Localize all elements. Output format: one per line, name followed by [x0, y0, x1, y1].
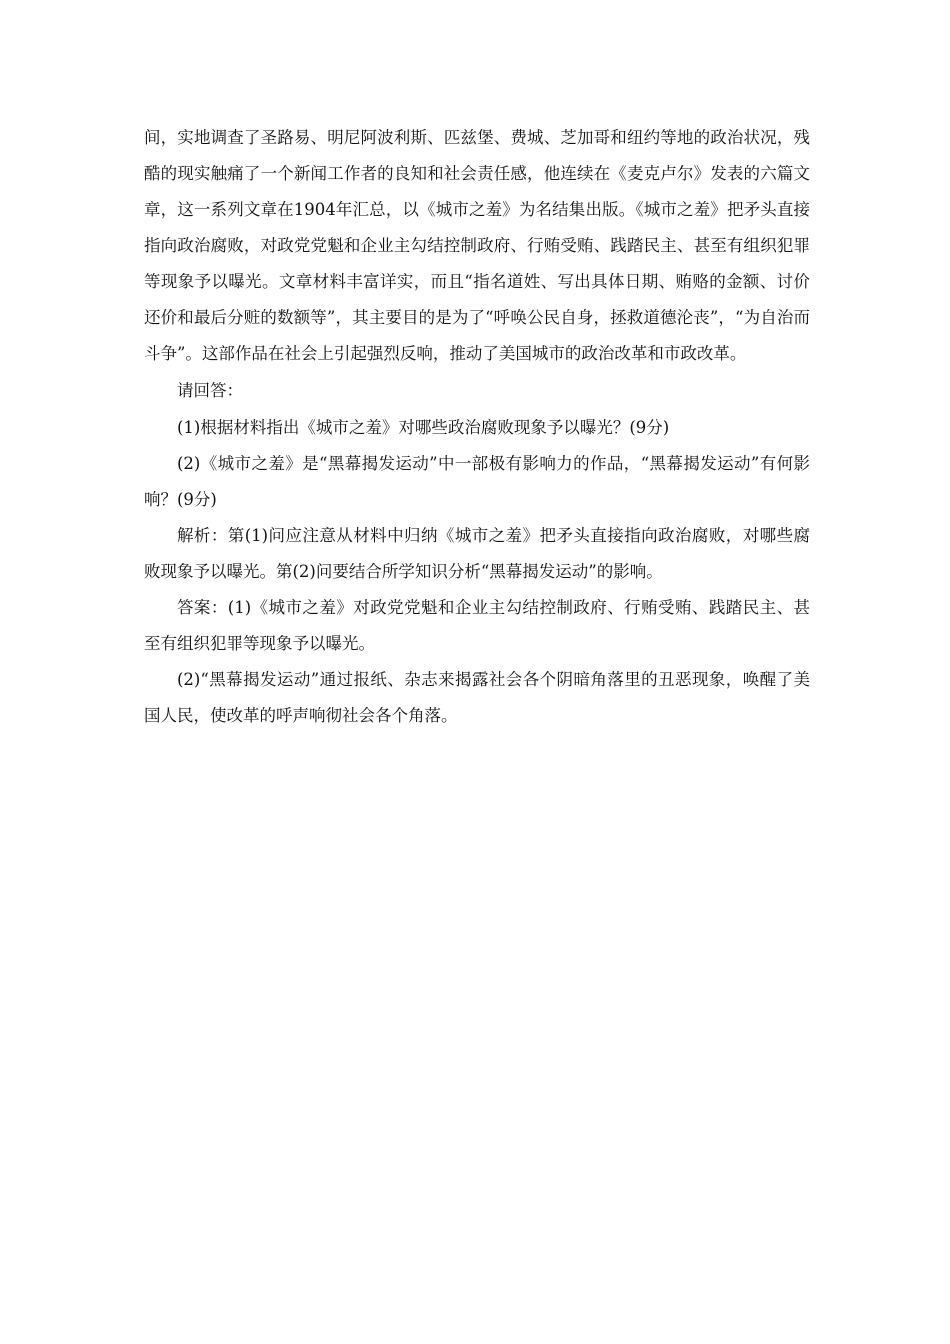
material-paragraph: 间，实地调查了圣路易、明尼阿波利斯、匹兹堡、费城、芝加哥和纽约等地的政治状况，残酷的现实触痛了一个新闻工作者的良知和社会责任感，他连续在《麦克卢尔》发表的六篇文章，这一系列文章在1904年汇总，以《城市之羞》为名结集出版。《城市之羞》把矛头直接指向政治腐败，对政党党魁和企业主勾结控制政府、行贿受贿、践踏民主、甚至有组织犯罪等现象予以曝光。文章材料丰富详实，而且“指名道姓、写出具体日期、贿赂的金额、讨价还价和最后分赃的数额等”，其主要目的是为了“呼唤公民自身，拯救道德沦丧”，“为自治而斗争”。这部作品在社会上引起强烈反响，推动了美国城市的政治改革和市政改革。 [144, 128, 810, 363]
question-1: (1)根据材料指出《城市之羞》对哪些政治腐败现象予以曝光？(9分) [177, 418, 670, 437]
answer-paragraph-2: (2)“黑幕揭发运动”通过报纸、杂志来揭露社会各个阴暗角落里的丑恶现象，唤醒了美国人民，使改革的呼声响彻社会各个角落。 [144, 670, 810, 725]
document-body [144, 120, 810, 734]
analysis-paragraph: 解析：第(1)问应注意从材料中归纳《城市之羞》把矛头直接指向政治腐败，对哪些腐败现象予以曝光。第(2)问要结合所学知识分析“黑幕揭发运动”的影响。 [144, 526, 810, 581]
question-2: (2)《城市之羞》是“黑幕揭发运动”中一部极有影响力的作品，“黑幕揭发运动”有何影响？(9分) [144, 454, 810, 509]
answer-paragraph-1: 答案：(1)《城市之羞》对政党党魁和企业主勾结控制政府、行贿受贿、践踏民主、甚至有组织犯罪等现象予以曝光。 [144, 598, 810, 653]
answer-prompt: 请回答： [177, 381, 243, 400]
